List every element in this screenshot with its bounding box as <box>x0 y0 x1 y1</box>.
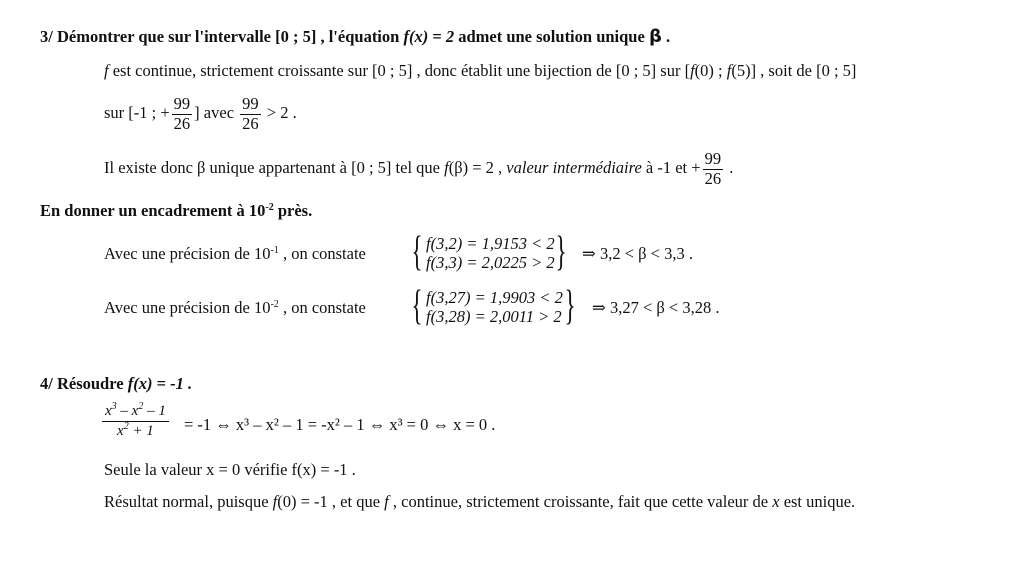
fraction <box>240 96 261 132</box>
enc-p1-exponent: -1 <box>270 245 279 256</box>
enc-p1-pre: Avec une précision de 10 <box>104 244 271 263</box>
q3-title-end: . <box>661 27 671 46</box>
enc-system2 <box>411 283 576 329</box>
q3-line2 <box>104 93 297 133</box>
frac-num: 99 <box>704 149 722 169</box>
q3-l1-f: f <box>104 61 109 80</box>
frac-num: 99 <box>173 94 191 114</box>
q4-big-fraction <box>102 401 169 439</box>
frac-den: 26 <box>242 113 259 133</box>
left-brace: { <box>411 283 423 329</box>
enc-title-exponent: -2 <box>265 202 274 213</box>
q3-title-interval: [0 ; 5] <box>275 27 317 46</box>
enc-title <box>40 203 312 220</box>
q3-l3-post: à -1 et + <box>641 158 701 177</box>
q4-title-pre: 4/ Résoudre <box>40 374 128 393</box>
system-row: f(3,28) = 2,0011 > 2 <box>426 307 562 326</box>
system-row: f(3,27) = 1,9903 < 2 <box>426 288 563 307</box>
enc-title-text: En donner un encadrement à 10 <box>40 201 266 220</box>
q3-l2-end: > 2 . <box>262 103 297 122</box>
enc-p1-post: , on constate <box>278 244 366 263</box>
q3-title-suffix: admet une solution unique <box>454 27 649 46</box>
system-braces <box>411 283 576 329</box>
system-braces <box>411 229 568 275</box>
q3-line1 <box>104 63 856 80</box>
q4-equation-rest: = -1 ⇔ x³ – x² – 1 = -x² – 1 ⇔ x³ = 0 ⇔ x = 0 . <box>184 415 496 434</box>
q4-l3-pre: Résultat normal, puisque <box>104 492 273 511</box>
enc-p2-conclusion: ⇒ 3,27 < β < 3,28 . <box>592 298 720 317</box>
q4-title-equation: f(x) = -1 . <box>127 374 193 393</box>
right-brace: } <box>564 283 576 329</box>
q3-title <box>40 28 670 46</box>
frac-den: 26 <box>704 168 722 188</box>
q3-l3-f: f <box>444 158 449 177</box>
q4-l3-f: f <box>272 492 278 511</box>
enc-p1-conclusion: ⇒ 3,2 < β < 3,3 . <box>582 244 693 263</box>
enc-precision1-text <box>104 246 366 263</box>
q3-l1-end: (5)] , soit de [0 ; 5] <box>731 61 857 80</box>
enc-precision2-text <box>104 300 366 317</box>
enc-system1 <box>411 229 568 275</box>
q4-line2: Seule la valeur x = 0 vérifie f(x) = -1 . <box>104 460 356 479</box>
q4-l3-end: est unique. <box>779 492 856 511</box>
right-brace: } <box>555 229 568 275</box>
frac-den: 26 <box>173 113 191 133</box>
enc-p2-pre: Avec une précision de 10 <box>104 298 271 317</box>
enc-p2-post: , on constate <box>278 298 366 317</box>
q3-l1-f0: f <box>690 61 695 80</box>
q3-title-equation: f(x) = 2 <box>403 27 455 46</box>
system-row: f(3,3) = 2,0225 > 2 <box>426 253 555 272</box>
q3-l1-mid: (0) ; <box>694 61 727 80</box>
q3-title-beta: β <box>648 26 662 47</box>
q3-l3-pre: Il existe donc β unique appartenant à [0 ; 5] tel que <box>104 158 445 177</box>
q3-l2-mid: ] avec <box>194 103 239 122</box>
enc-p2-exponent: -2 <box>270 299 279 310</box>
q4-l3-x: x <box>772 492 780 511</box>
q3-l2-pre: sur [-1 ; + <box>104 103 170 122</box>
fraction <box>172 96 193 132</box>
q3-l3-end: . <box>725 158 734 177</box>
q4-l3-mid: (0) = -1 , et que <box>277 492 385 511</box>
q4-fraction-numerator: $x^3 - x^2 - 1$ <box>102 404 169 422</box>
enc-title-end: près. <box>273 201 313 220</box>
fraction <box>703 151 724 187</box>
frac-num: 99 <box>242 94 259 114</box>
q3-title-mid: , l'équation <box>316 27 404 46</box>
q4-l3-f2: f <box>384 492 389 511</box>
q3-l3-mid: (β) = 2 , <box>448 158 507 177</box>
q3-l1-text: est continue, strictement croissante sur [0 ; 5] , donc établit une bijection de [0 ; 5] sur [ <box>108 61 691 80</box>
q3-l1-f5: f <box>726 61 732 80</box>
q4-fraction-denominator: $x^2 + 1$ <box>117 421 154 439</box>
q3-l3-valeur-intermediaire: valeur intermédiaire <box>506 158 642 177</box>
q4-title <box>40 376 192 393</box>
system-row: f(3,2) = 1,9153 < 2 <box>426 234 555 253</box>
q3-title-prefix: 3/ Démontrer que sur l'intervalle <box>40 27 276 46</box>
left-brace: { <box>411 229 423 275</box>
q3-line3 <box>104 148 733 188</box>
q4-line3 <box>104 494 855 511</box>
q4-l3-post: , continue, strictement croissante, fait que cette valeur de <box>388 492 773 511</box>
